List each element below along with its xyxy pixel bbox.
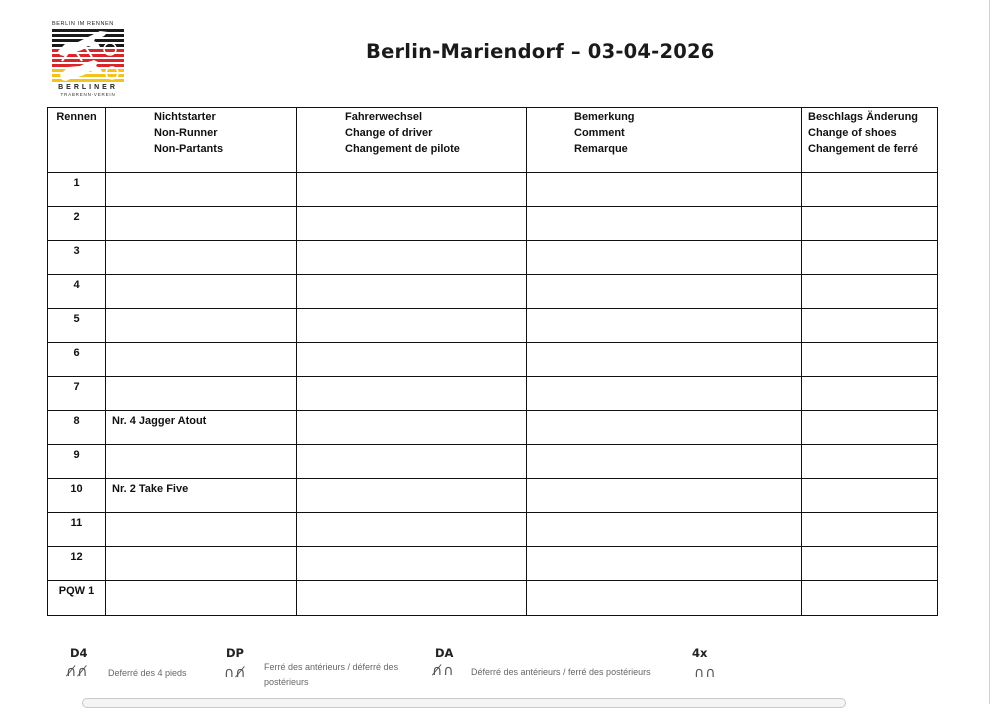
legend-text-dp-line2: postérieurs <box>264 677 309 687</box>
driver-change-value <box>297 241 526 243</box>
table-row <box>48 513 938 547</box>
driver-change-value <box>297 173 526 175</box>
non-starter-value <box>106 513 296 515</box>
driver-change-value <box>297 343 526 345</box>
race-number: 7 <box>73 381 80 393</box>
race-number: PQW 1 <box>58 585 95 597</box>
non-starter-cell <box>106 411 297 445</box>
shoes-change-value <box>802 275 937 277</box>
header-driver-change-fr: Changement de pilote <box>345 143 460 155</box>
non-starter-cell <box>106 343 297 377</box>
legend-code-da: DA <box>435 646 454 660</box>
comment-value <box>527 581 801 583</box>
shoes-change-cell <box>802 275 938 309</box>
driver-change-cell <box>297 377 527 411</box>
table-row <box>48 377 938 411</box>
shoes-change-value <box>802 547 937 549</box>
header-non-starter <box>106 108 297 173</box>
shoes-change-cell <box>802 207 938 241</box>
driver-change-value <box>297 479 526 481</box>
shoes-change-value <box>802 343 937 345</box>
table-header-row <box>48 108 938 173</box>
header-race-label: Rennen <box>56 111 97 123</box>
table-row <box>48 479 938 513</box>
driver-change-cell <box>297 173 527 207</box>
legend-text-dp <box>264 660 398 690</box>
shoes-change-cell <box>802 547 938 581</box>
non-starter-cell <box>106 445 297 479</box>
table-row <box>48 241 938 275</box>
table-row <box>48 581 938 616</box>
header-shoes-change-de: Beschlags Änderung <box>808 111 919 123</box>
shoes-change-cell <box>802 343 938 377</box>
non-starter-cell <box>106 241 297 275</box>
shoes-change-cell <box>802 377 938 411</box>
logo-name: BERLINER <box>58 84 118 91</box>
race-number-cell <box>48 241 106 275</box>
comment-cell <box>527 377 802 411</box>
non-starter-value: Nr. 2 Take Five <box>112 483 189 495</box>
shoes-change-value <box>802 377 937 379</box>
table-row <box>48 547 938 581</box>
race-changes-table <box>47 107 938 616</box>
race-number-cell <box>48 309 106 343</box>
shoeing-legend <box>0 646 1000 704</box>
driver-change-cell <box>297 207 527 241</box>
non-starter-cell <box>106 309 297 343</box>
non-starter-cell <box>106 513 297 547</box>
driver-change-value <box>297 377 526 379</box>
driver-change-cell <box>297 343 527 377</box>
horseshoe-crossed-icon: ∩̸∩̸ <box>66 664 89 680</box>
non-starter-value <box>106 309 296 311</box>
comment-value <box>527 513 801 515</box>
race-number-cell <box>48 513 106 547</box>
shoes-change-value <box>802 309 937 311</box>
comment-cell <box>527 581 802 616</box>
shoes-change-value <box>802 411 937 413</box>
table-row <box>48 207 938 241</box>
comment-value <box>527 275 801 277</box>
driver-change-value <box>297 309 526 311</box>
driver-change-value <box>297 445 526 447</box>
non-starter-value <box>106 377 296 379</box>
table-row <box>48 173 938 207</box>
comment-cell <box>527 479 802 513</box>
non-starter-cell <box>106 479 297 513</box>
driver-change-cell <box>297 513 527 547</box>
non-starter-value <box>106 581 296 583</box>
header-comment-de: Bemerkung <box>574 111 635 123</box>
comment-value <box>527 411 801 413</box>
race-number: 5 <box>73 313 80 325</box>
table-row <box>48 445 938 479</box>
legend-text-dp-line1: Ferré des antérieurs / déferré des <box>264 662 399 672</box>
comment-value <box>527 241 801 243</box>
table-row <box>48 275 938 309</box>
comment-cell <box>527 207 802 241</box>
comment-value <box>527 309 801 311</box>
non-starter-value <box>106 343 296 345</box>
comment-value <box>527 547 801 549</box>
comment-cell <box>527 343 802 377</box>
race-number: 6 <box>73 347 80 359</box>
table-row <box>48 309 938 343</box>
race-number: 4 <box>73 279 80 291</box>
non-starter-cell <box>106 207 297 241</box>
driver-change-value <box>297 207 526 209</box>
non-starter-value <box>106 275 296 277</box>
driver-change-cell <box>297 547 527 581</box>
driver-change-value <box>297 547 526 549</box>
driver-change-value <box>297 275 526 277</box>
shoes-change-cell <box>802 445 938 479</box>
shoes-change-cell <box>802 411 938 445</box>
driver-change-cell <box>297 241 527 275</box>
non-starter-value <box>106 207 296 209</box>
race-number: 2 <box>73 211 80 223</box>
driver-change-cell <box>297 411 527 445</box>
trotting-horse-flag-icon <box>52 29 124 84</box>
comment-value <box>527 343 801 345</box>
shoes-change-cell <box>802 173 938 207</box>
race-number-cell <box>48 173 106 207</box>
non-starter-cell <box>106 173 297 207</box>
header-comment <box>527 108 802 173</box>
race-number-cell <box>48 547 106 581</box>
comment-value <box>527 207 801 209</box>
logo-subtitle: TRABRENN-VEREIN <box>60 92 116 97</box>
header-shoes-change-fr: Changement de ferré <box>808 143 919 155</box>
legend-code-dp: DP <box>226 646 244 660</box>
comment-value <box>527 173 801 175</box>
legend-code-d4: D4 <box>70 646 88 660</box>
header-shoes-change-en: Change of shoes <box>808 127 897 139</box>
header-driver-change-en: Change of driver <box>345 127 433 139</box>
header-non-starter-en: Non-Runner <box>154 127 218 139</box>
non-starter-cell <box>106 547 297 581</box>
horseshoe-icon: ∩∩ <box>694 665 717 681</box>
comment-cell <box>527 275 802 309</box>
race-number-cell <box>48 343 106 377</box>
header-driver-change <box>297 108 527 173</box>
comment-value <box>527 377 801 379</box>
race-number-cell <box>48 479 106 513</box>
non-starter-cell <box>106 581 297 616</box>
non-starter-value <box>106 241 296 243</box>
header-driver-change-de: Fahrerwechsel <box>345 111 423 123</box>
non-starter-value <box>106 173 296 175</box>
shoes-change-cell <box>802 513 938 547</box>
non-starter-value <box>106 547 296 549</box>
race-number: 3 <box>73 245 80 257</box>
table-row <box>48 411 938 445</box>
legend-code-4x: 4x <box>692 646 708 660</box>
shoes-change-value <box>802 445 937 447</box>
horseshoe-partly-crossed-icon: ∩̸∩ <box>432 663 455 679</box>
shoes-change-value <box>802 241 937 243</box>
header-shoes-change <box>802 108 938 173</box>
horizontal-scrollbar[interactable] <box>82 698 846 708</box>
header-comment-fr: Remarque <box>574 143 628 155</box>
race-number-cell <box>48 207 106 241</box>
comment-cell <box>527 173 802 207</box>
race-number-cell <box>48 445 106 479</box>
driver-change-value <box>297 581 526 583</box>
header-non-starter-fr: Non-Partants <box>154 143 224 155</box>
race-number-cell <box>48 411 106 445</box>
race-number: 9 <box>73 449 80 461</box>
race-number: 12 <box>70 551 83 563</box>
comment-value <box>527 445 801 447</box>
shoes-change-value <box>802 479 937 481</box>
shoes-change-cell <box>802 479 938 513</box>
driver-change-value <box>297 411 526 413</box>
driver-change-cell <box>297 275 527 309</box>
shoes-change-cell <box>802 581 938 616</box>
non-starter-value: Nr. 4 Jagger Atout <box>112 415 207 427</box>
header-non-starter-de: Nichtstarter <box>154 111 216 123</box>
header-race <box>48 108 106 173</box>
race-number-cell <box>48 581 106 616</box>
comment-cell <box>527 513 802 547</box>
driver-change-value <box>297 513 526 515</box>
non-starter-cell <box>106 377 297 411</box>
comment-cell <box>527 309 802 343</box>
horseshoe-partly-crossed-icon: ∩∩̸ <box>224 665 247 681</box>
race-number: 8 <box>73 415 80 427</box>
header-comment-en: Comment <box>574 127 625 139</box>
legend-text-d4 <box>108 666 187 681</box>
non-starter-value <box>106 445 296 447</box>
shoes-change-value <box>802 513 937 515</box>
legend-text-da-line: Déferré des antérieurs / ferré des postérieurs <box>471 667 651 677</box>
driver-change-cell <box>297 479 527 513</box>
shoes-change-value <box>802 173 937 175</box>
driver-change-cell <box>297 309 527 343</box>
comment-cell <box>527 547 802 581</box>
logo-top-text: BERLIN IM RENNEN <box>52 21 114 27</box>
race-number-cell <box>48 275 106 309</box>
comment-cell <box>527 411 802 445</box>
legend-text-da <box>471 665 651 680</box>
table-row <box>48 343 938 377</box>
comment-value <box>527 479 801 481</box>
non-starter-cell <box>106 275 297 309</box>
shoes-change-value <box>802 581 937 583</box>
berliner-trabrenn-verein-logo <box>52 21 124 97</box>
shoes-change-cell <box>802 241 938 275</box>
driver-change-cell <box>297 445 527 479</box>
comment-cell <box>527 241 802 275</box>
driver-change-cell <box>297 581 527 616</box>
shoes-change-value <box>802 207 937 209</box>
shoes-change-cell <box>802 309 938 343</box>
race-number-cell <box>48 377 106 411</box>
comment-cell <box>527 445 802 479</box>
race-number: 10 <box>70 483 83 495</box>
race-number: 1 <box>73 177 80 189</box>
page-title: Berlin-Mariendorf – 03-04-2026 <box>366 40 715 63</box>
legend-text-d4-line: Deferré des 4 pieds <box>108 668 187 678</box>
race-number: 11 <box>70 517 83 529</box>
